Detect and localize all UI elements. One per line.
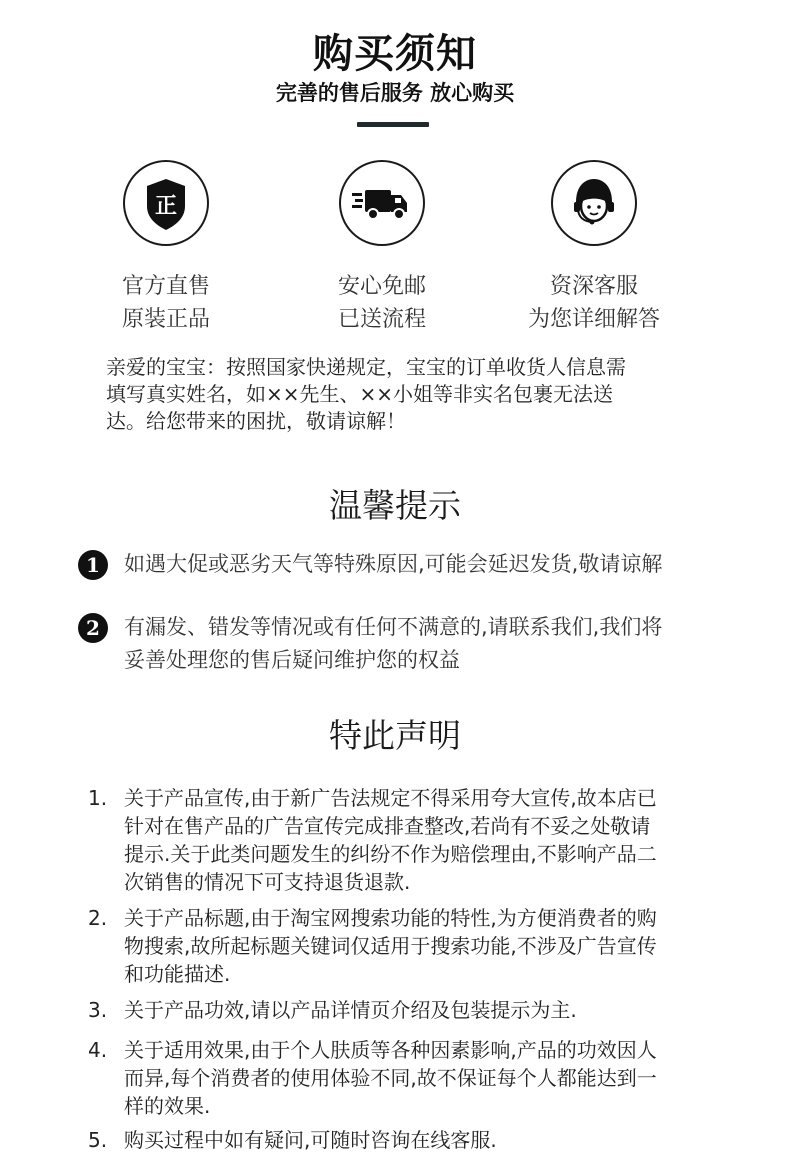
delivery-truck-icon [339,160,425,246]
declaration-number: 5. [88,1128,108,1152]
declaration-title: 特此声明 [329,716,461,755]
feature-official-desc: 原装正品 [121,307,210,332]
notice-line: 达。给您带来的困扰，敬请谅解！ [106,409,406,433]
feature-service [484,160,704,336]
declaration-item [88,784,716,896]
number-badge-icon: 1 [78,550,108,580]
number-badge-icon: 2 [78,613,108,643]
declaration-number: 3. [88,998,108,1022]
page-subtitle: 完善的售后服务 放心购买 [275,81,515,105]
tip-text: 如遇大促或恶劣天气等特殊原因,可能会延迟发货,敬请谅解 [124,552,663,576]
declaration-number: 2. [88,906,108,930]
shield-icon [123,160,209,246]
recipient-notice [106,354,696,435]
tips-title: 温馨提示 [329,486,461,525]
declaration-text: 关于产品功效,请以产品详情页介绍及包装提示为主. [124,998,577,1022]
declaration-text: 关于适用效果,由于个人肤质等各种因素影响,产品的功效因人 而异,每个消费者的使用体验不同,故不保证每个人都能达到一 样的效果. [124,1038,657,1118]
feature-service-title: 资深客服 [549,274,638,299]
feature-shipping [272,160,492,336]
declaration-text: 关于产品标题,由于淘宝网搜索功能的特性,为方便消费者的购 物搜索,故所起标题关键词仅适用于搜索功能,不涉及广告宣传 和功能描述. [124,906,657,986]
page-title: 购买须知 [313,31,477,77]
feature-shipping-desc: 已送流程 [337,307,426,332]
customer-service-icon [551,160,637,246]
declaration-item [88,1036,716,1120]
declaration-number: 4. [88,1038,108,1062]
tip-item [78,548,728,581]
feature-service-desc: 为您详细解答 [527,307,660,332]
tip-text: 有漏发、错发等情况或有任何不满意的,请联系我们,我们将 妥善处理您的售后疑问维护您的权益 [124,615,663,672]
declaration-item [88,1126,716,1154]
feature-official [56,160,276,336]
notice-line: 填写真实姓名，如××先生、××小姐等非实名包裹无法送 [106,382,614,406]
tip-item [78,611,728,677]
feature-shipping-title: 安心免邮 [337,274,426,299]
feature-official-title: 官方直售 [121,274,210,299]
declaration-text: 关于产品宣传,由于新广告法规定不得采用夸大宣传,故本店已 针对在售产品的广告宣传完成排查整改,若尚有不妥之处敬请 提示.关于此类问题发生的纠纷不作为赔偿理由,不影响产品二 次销售的情况下可支持退货退款. [124,786,657,894]
declaration-item [88,904,716,988]
shield-badge-text: 正 [154,194,178,219]
declaration-item [88,996,716,1024]
title-divider [357,122,429,127]
declaration-number: 1. [88,786,108,810]
notice-line: 亲爱的宝宝：按照国家快递规定，宝宝的订单收货人信息需 [106,355,626,379]
declaration-text: 购买过程中如有疑问,可随时咨询在线客服. [124,1128,497,1152]
